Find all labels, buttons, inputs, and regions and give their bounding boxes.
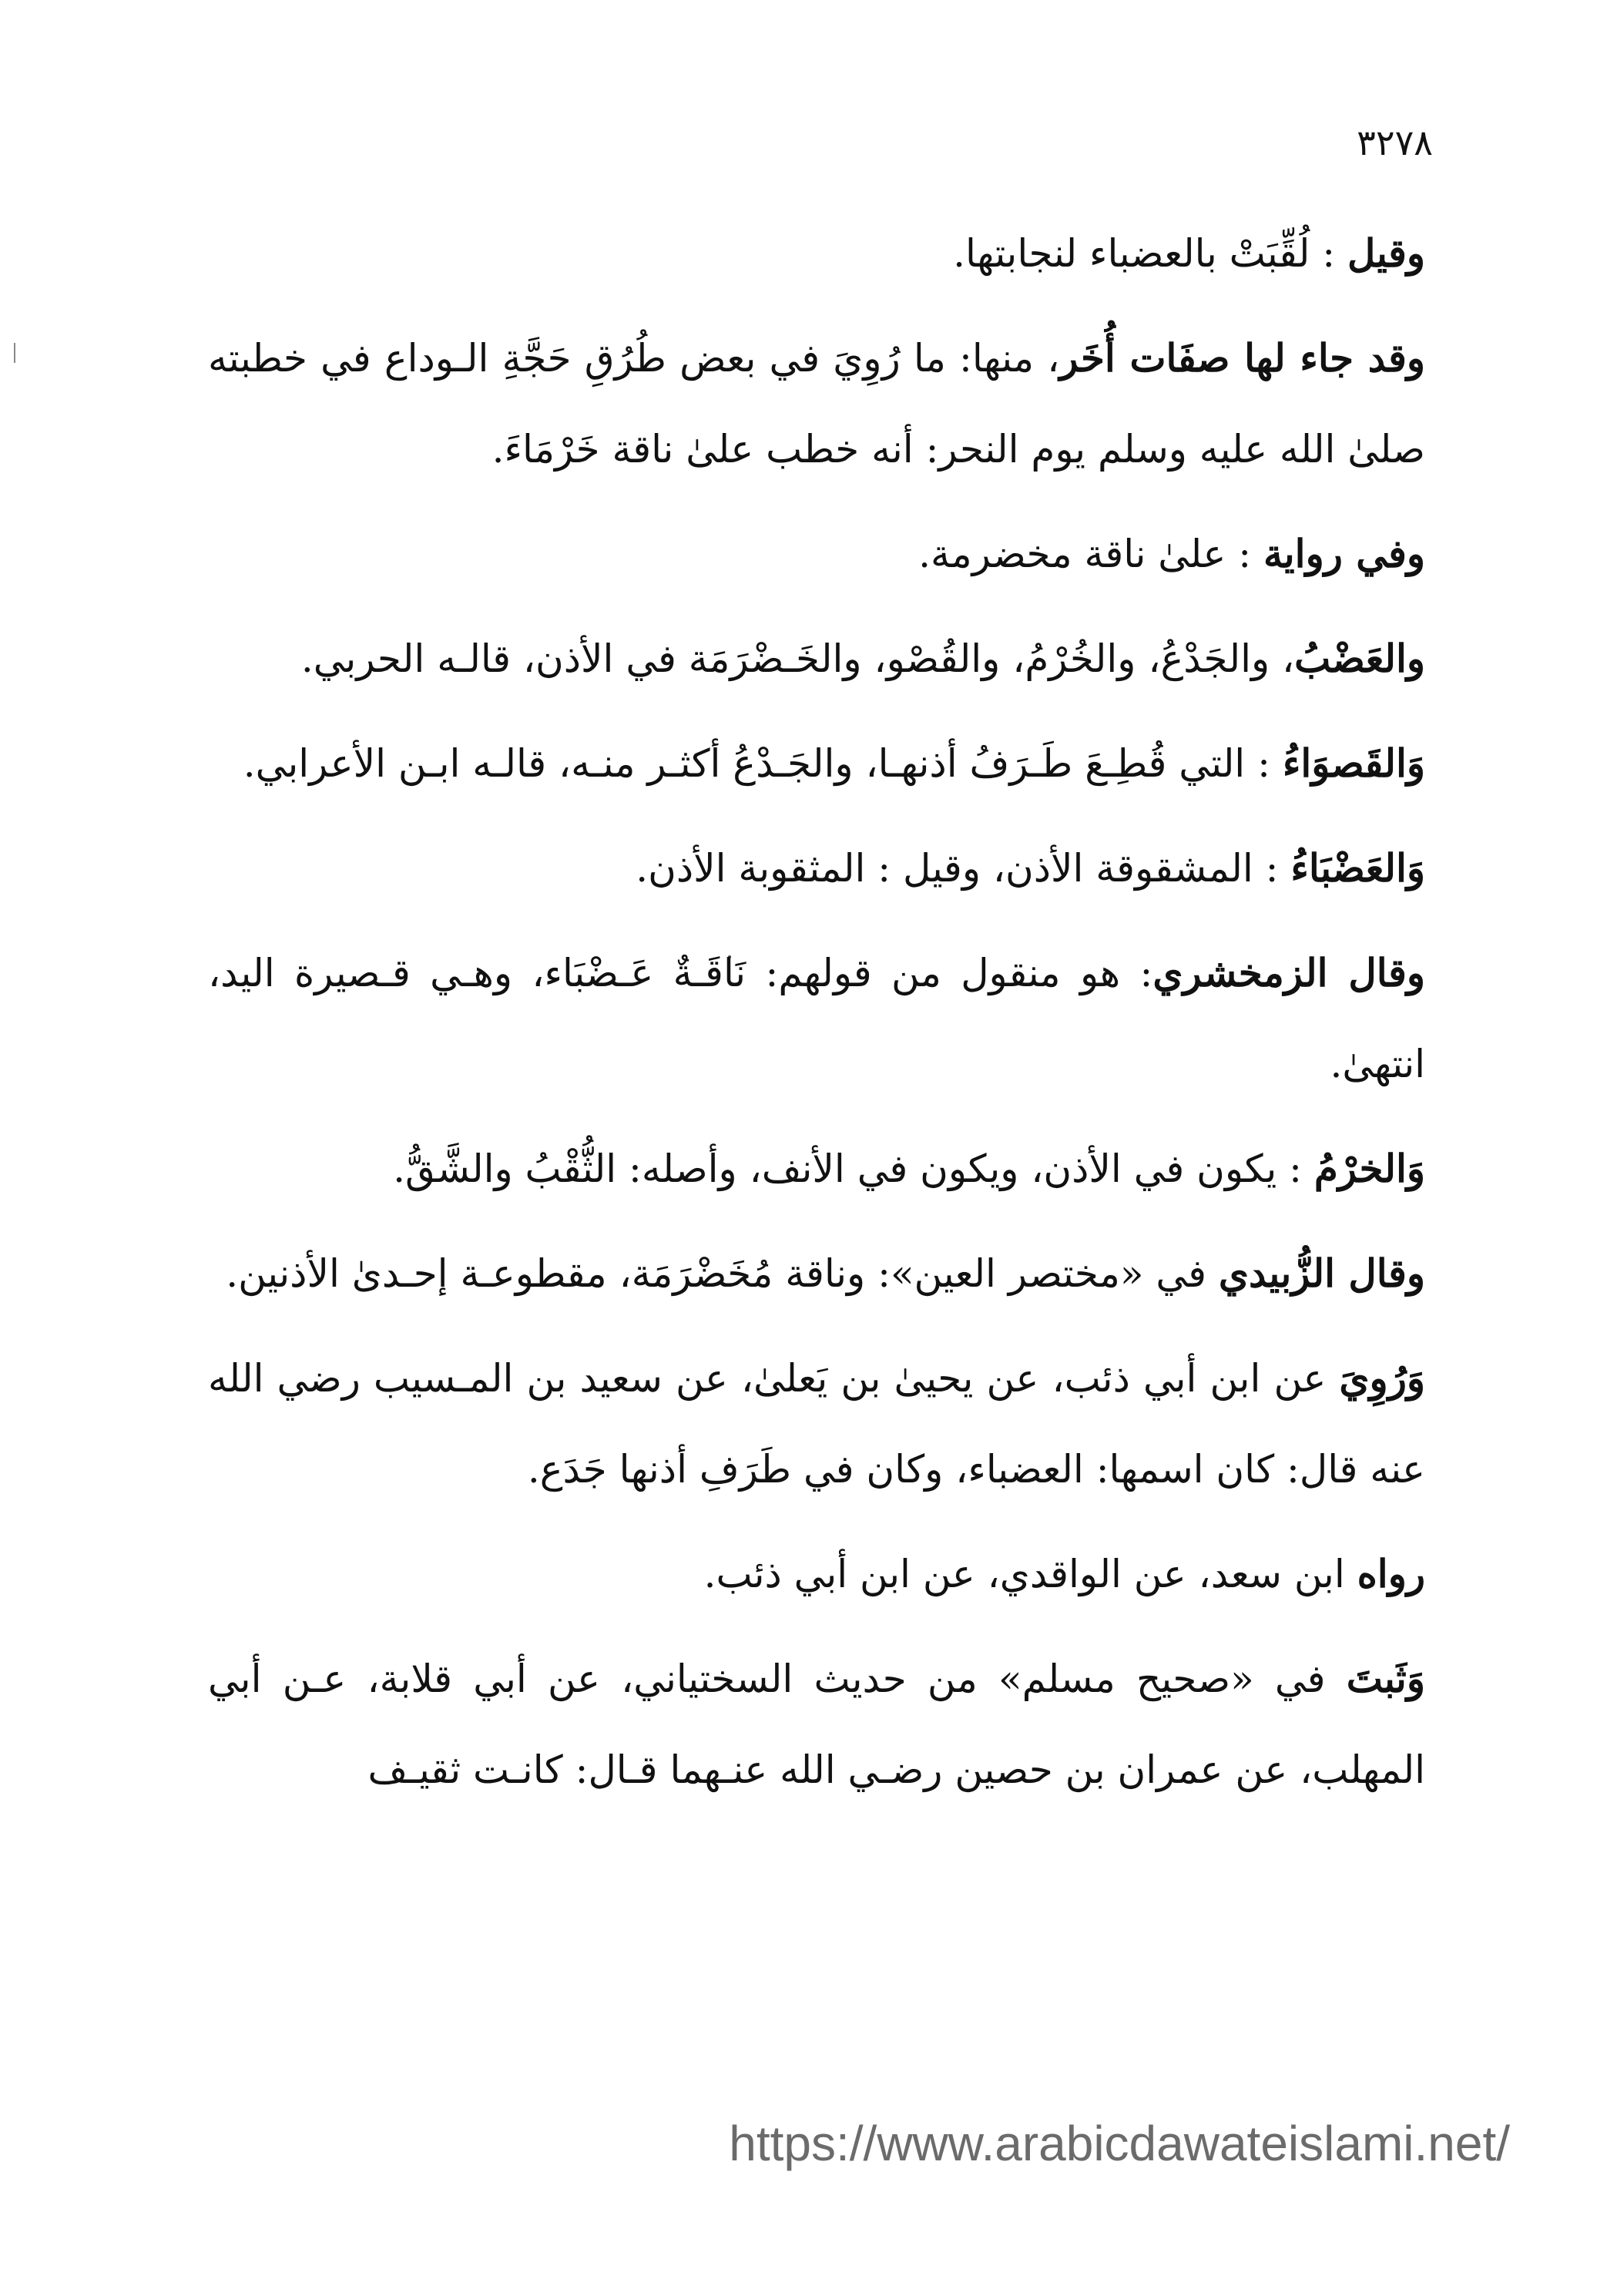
paragraph-text: ، منها: ما رُوِيَ في بعض طُرُقِ حَجَّةِ الـوداع في خطبته صلىٰ الله عليه وسلم يوم النحر: أنه خطب علىٰ ناقة خَرْمَاءَ. xyxy=(208,336,1425,472)
paragraph xyxy=(208,1123,1425,1214)
paragraph-text: في «صحيح مسلم» من حديث السختياني، عن أبي قلابة، عـن أبي المهلب، عن عمران بن حصين رضـي الله عنـهما قـال: كانـت ثقيـف xyxy=(208,1657,1425,1792)
margin-mark xyxy=(14,343,15,363)
paragraph xyxy=(208,1633,1425,1815)
paragraph xyxy=(208,313,1425,495)
paragraph xyxy=(208,718,1425,809)
paragraph-text: ابن سعد، عن الواقدي، عن ابن أبي ذئب. xyxy=(703,1552,1357,1596)
paragraph-text: : المشقوقة الأذن، وقيل : المثقوبة الأذن. xyxy=(636,846,1291,891)
paragraph-text: : هو منقول من قولهم: نَاقَـةٌ عَـضْبَاء، وهـي قـصيرة اليد، انتهىٰ. xyxy=(208,951,1425,1086)
paragraph-lead: وقيل xyxy=(1347,230,1425,276)
paragraph xyxy=(208,928,1425,1109)
paragraph-lead: وفي رواية xyxy=(1263,531,1425,576)
paragraph xyxy=(208,1228,1425,1319)
page-number: ٣٢٧٨ xyxy=(1357,122,1433,163)
paragraph-lead: والعَضْبُ xyxy=(1294,636,1425,681)
paragraph-lead: وقد جاء لها صفَات أُخَر xyxy=(1059,335,1425,381)
paragraph-lead: وَالخرْمُ xyxy=(1313,1146,1425,1191)
paragraph-lead: وقال الزُّبيدي xyxy=(1218,1250,1425,1296)
paragraph-text: : علىٰ ناقة مخضرمة. xyxy=(918,532,1263,576)
paragraph-lead: وَرُوِيَ xyxy=(1339,1355,1425,1401)
paragraph-text: : لُقِّبَتْ بالعضباء لنجابتها. xyxy=(953,231,1347,276)
paragraph-lead: وَثَبتَ xyxy=(1346,1656,1425,1701)
paragraph xyxy=(208,823,1425,914)
paragraph-lead: رواه xyxy=(1357,1551,1425,1596)
paragraph-text: : التي قُطِـعَ طَـرَفُ أذنهـا، والجَـدْعُ أكثـر منـه، قالـه ابـن الأعرابي. xyxy=(243,741,1283,786)
paragraph xyxy=(208,509,1425,599)
paragraph-text: في «مختصر العين»: وناقة مُخَضْرَمَة، مقطوعـة إحـدىٰ الأذنين. xyxy=(226,1251,1219,1296)
paragraph-lead: وَالقَصوَاءُ xyxy=(1282,740,1425,786)
paragraph xyxy=(208,1529,1425,1620)
paragraph xyxy=(208,208,1425,299)
paragraph-lead: وقال الزمخشري xyxy=(1152,950,1426,995)
paragraph xyxy=(208,613,1425,704)
paragraph xyxy=(208,1333,1425,1515)
paragraph-text: عن ابن أبي ذئب، عن يحيىٰ بن يَعلىٰ، عن سعيد بن المـسيب رضي الله عنه قال: كان اسمها: العضباء، وكان في طَرَفِ أذنها جَدَع. xyxy=(208,1356,1425,1492)
watermark-url: https://www.arabicdawateislami.net/ xyxy=(729,2116,1510,2171)
paragraph-lead: وَالعَضْبَاءُ xyxy=(1290,845,1425,891)
page-body xyxy=(208,208,1425,1815)
paragraph-text: : يكون في الأذن، ويكون في الأنف، وأصله: الثُّقْبُ والشَّقُّ. xyxy=(393,1146,1314,1191)
paragraph-text: ، والجَدْعُ، والخُرْمُ، والقُصْو، والخَـضْرَمَة في الأذن، قالـه الحربي. xyxy=(300,636,1295,681)
